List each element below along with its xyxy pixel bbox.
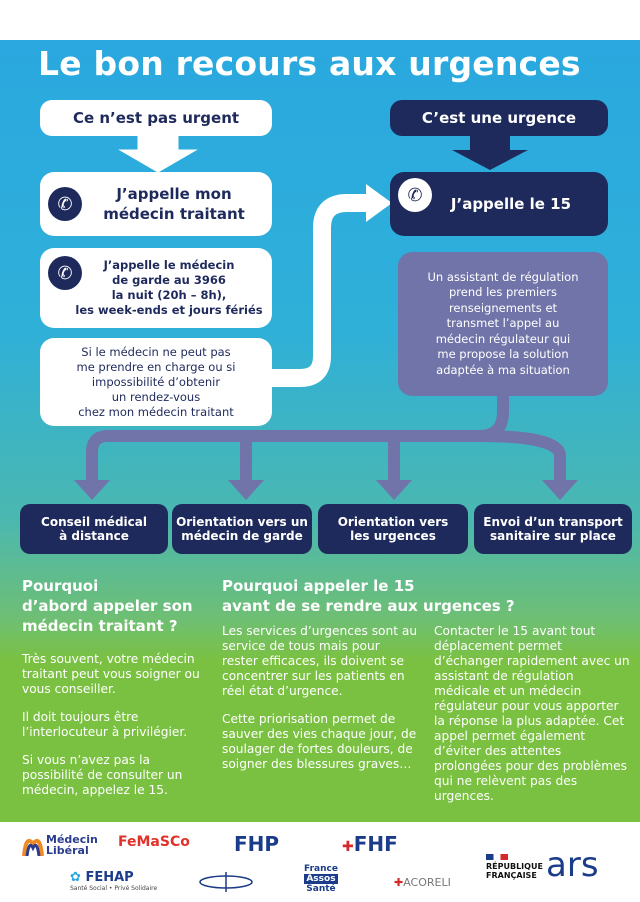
phone-icon: ✆	[398, 178, 432, 212]
partner-logos: Médecin Libéral FeMaSCo FHP ✚FHF ✿ FEHAP Santé Social • Privé Solidaire France Assos Santé ✚ACORELI RÉPUBLIQUE FRANÇAISE ars	[0, 822, 640, 902]
header-urgent-label: C’est une urgence	[421, 109, 577, 127]
logo-ars: ars	[546, 845, 599, 885]
col2-text-right	[434, 624, 630, 817]
col2-paragraph: Les services d’urgences sont au service de tous mais pour rester efficaces, ils doivent se concentrer sur les patients en réel état d’urgence.	[222, 624, 418, 698]
header-not-urgent	[40, 100, 272, 136]
box-regulation	[398, 252, 608, 396]
caduceus-icon	[196, 870, 256, 894]
phone-icon: ✆	[48, 256, 82, 290]
box-appelle-15-label: J’appelle le 15	[450, 195, 572, 213]
arrow-left-down	[120, 134, 196, 172]
logo-femasco: FeMaSCo	[118, 834, 190, 850]
fhf-mark-icon: ✚	[342, 839, 354, 855]
page-title: Le bon recours aux urgences	[38, 44, 581, 83]
box-mon-medecin	[40, 172, 272, 236]
arrow-to-15	[270, 203, 370, 378]
box-garde	[40, 248, 272, 328]
fehap-mark-icon: ✿	[70, 870, 81, 885]
col2-heading: Pourquoi appeler le 15 avant de se rendre aux urgences ?	[222, 577, 515, 615]
logo-france-assos-sante: France Assos Santé	[304, 864, 338, 894]
box-regulation-text: Un assistant de régulation prend les premiers renseignements et transmet l’appel au médecin régulateur qui me propose la solution adaptée à ma situation	[427, 269, 579, 377]
outcome-urgences: Orientation vers les urgences	[318, 504, 468, 554]
logo-fhf: ✚FHF	[342, 832, 398, 856]
col2-paragraph: Contacter le 15 avant tout déplacement permet d’échanger rapidement avec un assistant de régulation médicale et un médecin régulateur pour vous apporter la réponse la plus adaptée. Cet appel permet également d’éviter des attentes prolongées pour des problèmes qui ne relèvent pas des urgences.	[434, 624, 630, 803]
acoreli-mark-icon: ✚	[394, 876, 404, 889]
col1-paragraph: Il doit toujours être l’interlocuteur à privilégier.	[22, 710, 188, 739]
logo-acoreli: ✚ACORELI	[394, 876, 451, 889]
logo-republique-francaise: RÉPUBLIQUE FRANÇAISE	[486, 854, 543, 880]
col2-paragraph: Cette priorisation permet de sauver des vies chaque jour, de soulager de fortes douleurs, de soigner des blessures graves…	[222, 712, 417, 771]
box-impossible-text: Si le médecin ne peut pas me prendre en charge ou si impossibilité d’obtenir un rendez-vous chez mon médecin traitant	[76, 344, 236, 419]
logo-fhp: FHP	[234, 832, 280, 856]
col2-text-left	[222, 624, 418, 785]
outcome-conseil: Conseil médical à distance	[20, 504, 168, 554]
col1-heading: Pourquoi d’abord appeler son médecin traitant ?	[22, 577, 193, 635]
outcome-medecin-garde: Orientation vers un médecin de garde	[172, 504, 312, 554]
header-not-urgent-label: Ce n’est pas urgent	[72, 109, 240, 127]
col1-paragraph: Si vous n’avez pas la possibilité de consulter un médecin, appelez le 15.	[22, 753, 183, 797]
box-impossible	[40, 338, 272, 426]
marianne-flag-icon	[486, 854, 508, 860]
box-mon-medecin-text: J’appelle mon médecin traitant	[103, 185, 245, 223]
col1-text	[22, 652, 210, 811]
box-appelle-15	[390, 172, 608, 236]
box-garde-text: J’appelle le médecin de garde au 3966 la nuit (20h – 8h), les week-ends et jours fériés	[75, 258, 263, 317]
logo-caduceus	[196, 870, 256, 894]
arrow-right-down	[452, 134, 528, 170]
medecin-liberal-mark-icon	[22, 832, 44, 858]
logo-fehap: ✿ FEHAP Santé Social • Privé Solidaire	[70, 870, 158, 892]
header-urgent	[390, 100, 608, 136]
outcome-transport: Envoi d’un transport sanitaire sur place	[474, 504, 632, 554]
phone-icon: ✆	[48, 187, 82, 221]
col1-paragraph: Très souvent, votre médecin traitant peut vous soigner ou vous conseiller.	[22, 652, 200, 696]
